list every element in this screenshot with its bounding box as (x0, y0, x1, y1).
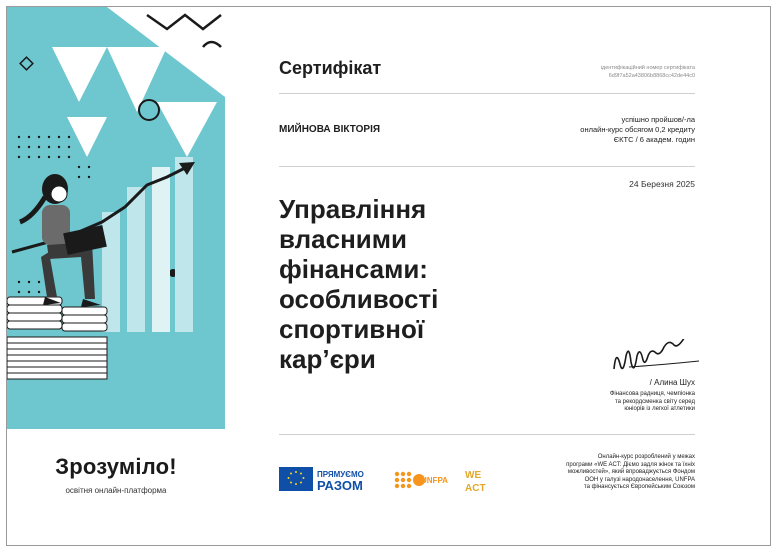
certificate-number-label: ідентифікаційний номер сертифіката (600, 65, 695, 71)
certificate-content (225, 7, 770, 545)
partner-logos-graphic (279, 465, 499, 495)
program-note-line: можливостей», який впроваджується Фондом (567, 469, 695, 475)
signer-description (555, 391, 695, 414)
eu-logo-line1: ПРЯМУЄМО (317, 470, 364, 479)
partner-logos (279, 465, 499, 500)
program-note (525, 454, 695, 492)
signature (609, 339, 719, 379)
signer-description-line: та рекордсменка світу серед (614, 398, 695, 405)
course-title-line: особливості (279, 284, 439, 314)
divider (279, 166, 695, 167)
completion-text (495, 115, 695, 145)
eu-flag-icon (279, 467, 313, 491)
brand-name: Зрозуміло! (55, 454, 177, 479)
illustration-panel (7, 7, 225, 545)
eu-logo-line2: РАЗОМ (317, 478, 363, 493)
weact-logo-line1: WE (465, 470, 482, 481)
course-title-line: кар’єри (279, 344, 376, 374)
program-note-line: та фінансується Європейським Союзом (583, 484, 695, 490)
brand-panel (7, 429, 225, 545)
issue-date: 24 Березня 2025 (629, 179, 695, 189)
program-note-line: ООН у галузі народонаселення, UNFPA (584, 476, 695, 483)
signer-description-line: Фінансова радниця, чемпіонка (609, 391, 695, 397)
divider (279, 93, 695, 94)
completion-line: успішно пройшов/-ла (621, 115, 695, 124)
divider (279, 434, 695, 435)
signer-name: / Алина Шух (649, 378, 695, 387)
weact-logo-line2: ACT (465, 483, 486, 494)
completion-line: ЄКТС / 6 академ. годин (613, 135, 695, 144)
program-note-line: Онлайн-курс розроблений у межах (597, 454, 695, 460)
certificate-title: Сертифікат (279, 58, 382, 78)
brand-subtitle: освітня онлайн-платформа (65, 486, 167, 495)
course-title-line: власними фінансами: (279, 224, 428, 284)
unfpa-logo-text: UNFPA (421, 476, 448, 485)
completion-line: онлайн-курс обсягом 0,2 кредиту (580, 125, 695, 134)
certificate-frame (6, 6, 771, 546)
program-note-line: програми «WE ACT: Діємо задля жінок та їхніх (566, 461, 695, 468)
course-title (279, 194, 559, 374)
course-title-line: Управління (279, 194, 427, 224)
illustration (7, 7, 225, 429)
certificate-number: 6d9f7a52a43806b8868cc42de44c0 (608, 73, 695, 79)
recipient-name: МИЙНОВА ВІКТОРІЯ (279, 124, 381, 135)
signer-description-line: юніорів із легкої атлетики (624, 406, 695, 412)
course-title-line: спортивної (279, 314, 425, 344)
unfpa-dots-icon (395, 472, 411, 488)
